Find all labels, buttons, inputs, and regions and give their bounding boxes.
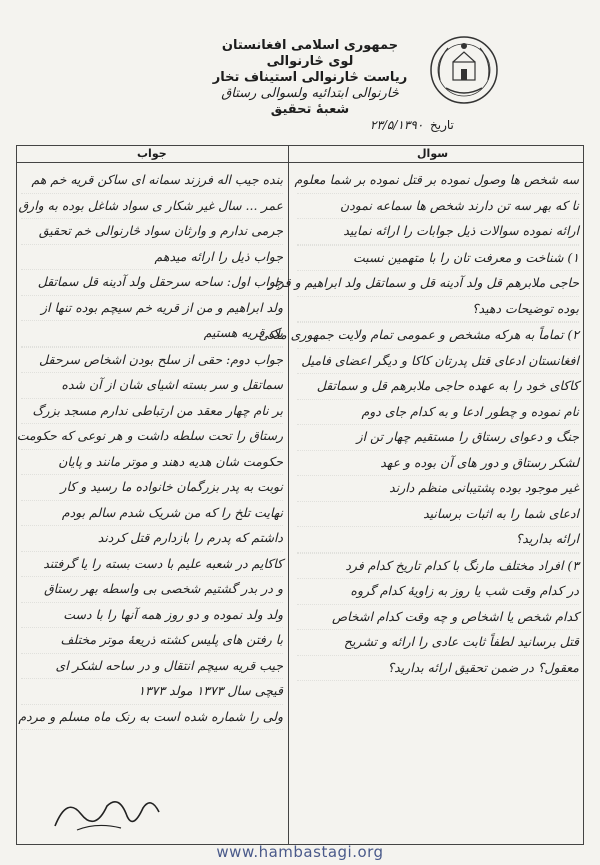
signature-icon bbox=[47, 786, 167, 836]
answer-line: نوبت به پدر بزرگمان خانواده ما رسید و کار bbox=[21, 475, 283, 501]
answer-line: داشتم که پدرم را بازدارم قتل کردند bbox=[21, 526, 283, 552]
answer-line: جواب ذیل را ارائه میدهم bbox=[21, 245, 283, 271]
table-header bbox=[17, 146, 583, 163]
question-line: کاکای خود را به عهده حاجی ملابرهم قل و سماتقل bbox=[297, 374, 579, 400]
question-line: کدام شخص یا اشخاص و چه وقت کدام اشخاص bbox=[297, 605, 579, 631]
question-line: قتل برسانید لطفاً ثابت عادی را ارائه و تشریح bbox=[297, 630, 579, 656]
answer-line: بنده جیب اله فرزند سمانه ای ساکن قریه خم هم bbox=[21, 168, 283, 194]
answer-line: عمر ... سال غیر شکار ی سواد شاغل بوده به وارق bbox=[21, 194, 283, 220]
national-emblem-icon bbox=[426, 32, 502, 108]
answer-line: حکومت شان هدیه دهند و موتر مانند و پایان bbox=[21, 450, 283, 476]
question-line: ۳) افراد مختلف مارنگ با کدام تاریخ کدام فرد bbox=[297, 554, 579, 580]
question-line: سه شخص ها وصول نموده بر قتل نموده بر شما معلوم bbox=[297, 168, 579, 194]
date-label: تاریخ bbox=[430, 118, 454, 132]
question-line: ۲) تماماً به هرکه مشخص و عمومی تمام ولایت جمهوری ملکی bbox=[297, 323, 579, 349]
answer-line: نهایت تلخ را که من شریک شدم سالم بودم bbox=[21, 501, 283, 527]
answer-line: قیچی سال ۱۳۷۳ مولد ۱۳۷۳ bbox=[21, 679, 283, 705]
question-line: نام نموده و چطور ادعا و به کدام جای دوم bbox=[297, 400, 579, 426]
answer-line: جواب اول: ساحه سرحقل ولد آدینه قل سماتقل bbox=[21, 270, 283, 296]
question-line: معقول؟ در ضمن تحقیق ارائه بدارید؟ bbox=[297, 656, 579, 682]
question-column-header: سوال bbox=[417, 147, 449, 160]
answers-column bbox=[16, 168, 283, 840]
question-line: در کدام وقت شب یا روز به زاویهٔ کدام گروه bbox=[297, 579, 579, 605]
question-line: بوده توضیحات دهید؟ bbox=[297, 297, 579, 323]
question-line: غیر موجود بوده پشتیبانی منظم دارند bbox=[297, 476, 579, 502]
answer-column-header: جواب bbox=[137, 147, 167, 160]
answer-line: سماتقل و سر بسته اشیای شان از آن شده bbox=[21, 373, 283, 399]
qa-table bbox=[16, 145, 584, 845]
questions-column bbox=[258, 168, 579, 840]
answer-line: بر نام چهار معقد من ارتباطی ندارم مسجد بزرگ bbox=[21, 399, 283, 425]
watermark-footer: www.hambastagi.org bbox=[216, 843, 384, 861]
header-district: څارنوالی ابتدائیه ولسوالی رستاق bbox=[221, 86, 399, 101]
question-line: لشکر رستاق و دور های آن بوده و عهد bbox=[297, 451, 579, 477]
answer-line: و در بدر گشتیم شخصی بی واسطه بهر رستاق bbox=[21, 577, 283, 603]
answer-line: ولی را شماره شده است به رنک ماه مسلم و مردم bbox=[21, 705, 283, 731]
header-section: شعبهٔ تحقیق bbox=[270, 102, 350, 117]
answer-line: رستاق را تحت سلطه داشت و هر نوعی که حکومت bbox=[21, 424, 283, 450]
answer-line: ولد ولد نموده و دو روز همه آنها را با دست bbox=[21, 603, 283, 629]
question-line: جنگ و دعوای رستاق را مستقیم چهار تن از bbox=[297, 425, 579, 451]
answer-line: جواب دوم: حقی از سلح بودن اشخاص سرحقل bbox=[21, 348, 283, 374]
header-block bbox=[200, 38, 420, 118]
date-value: ۲۳/۵/۱۳۹۰ bbox=[370, 118, 424, 132]
header-directorate: ریاست څارنوالی استیناف تخار bbox=[212, 70, 408, 85]
question-line: افغانستان ادعای قتل پدرتان کاکا و دیگر اعضای فامیل bbox=[297, 349, 579, 375]
question-line: ادعای شما را به اثبات برسانید bbox=[297, 502, 579, 528]
column-divider bbox=[288, 146, 289, 844]
question-line: ارائه بدارید؟ bbox=[297, 527, 579, 553]
question-line: نا که بهر سه تن دارند شخص ها سماعه نمودن bbox=[297, 194, 579, 220]
answer-line: جیب قریه سیچم انتقال و در ساحه لشکر ای bbox=[21, 654, 283, 680]
question-line: ارائه نموده سوالات ذیل جوابات را ارائه نمایید bbox=[297, 219, 579, 245]
answer-line: ولد ابراهیم و من از قریه خم سیچم بوده تنها از bbox=[21, 296, 283, 322]
answer-line: جرمی ندارم و وارثان سواد څارنوالی خم تحقیق bbox=[21, 219, 283, 245]
question-line: حاجی ملابرهم قل ولد آدینه قل و سماتقل ولد ابراهیم و قرار bbox=[297, 271, 579, 297]
answer-line: با رفتن های پلیس کشته ذریعهٔ موتر مختلف bbox=[21, 628, 283, 654]
answer-line: یک قریه هستیم bbox=[21, 321, 283, 347]
header-office: لوی څارنوالی bbox=[266, 54, 354, 69]
question-line: ۱) شناخت و معرفت تان را با متهمین نسبت bbox=[297, 246, 579, 272]
header-country: جمهوری اسلامی افغانستان bbox=[221, 38, 399, 53]
answer-line: کاکایم در شعبه علیم با دست بسته را یا گرفتند bbox=[21, 552, 283, 578]
